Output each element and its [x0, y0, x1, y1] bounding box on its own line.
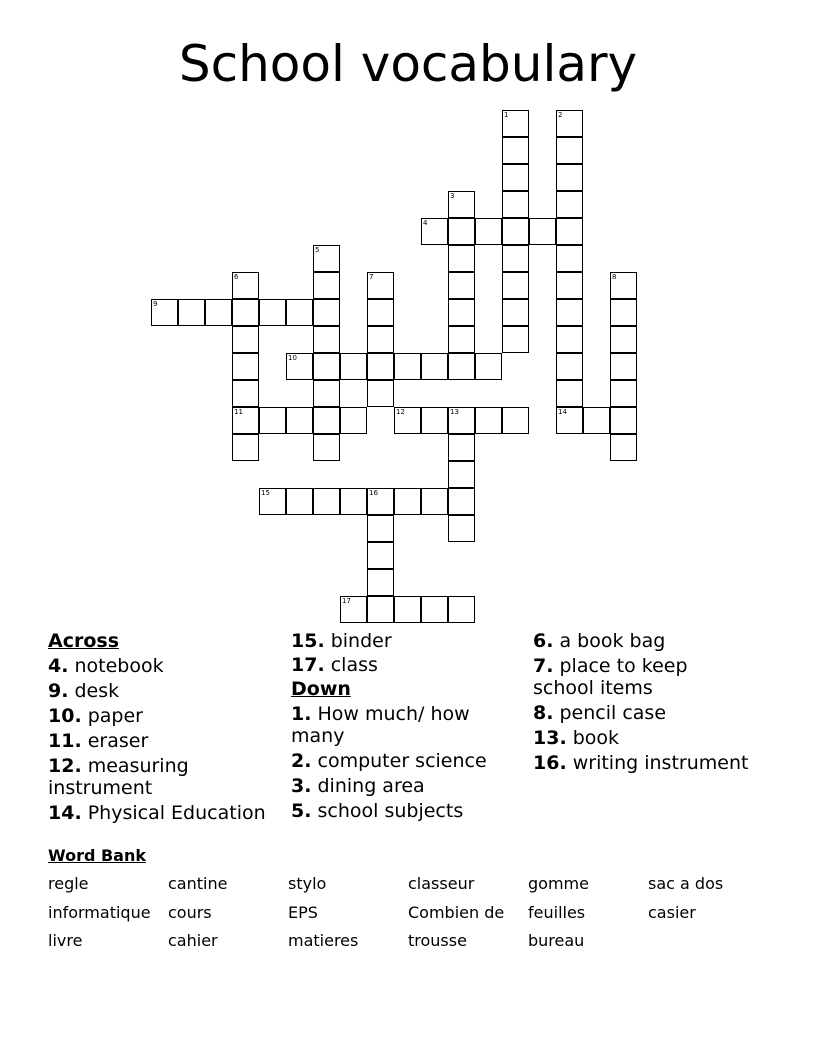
clue-item: 14. Physical Education — [48, 802, 266, 824]
crossword-cell[interactable] — [448, 353, 475, 380]
crossword-cell[interactable] — [313, 434, 340, 461]
cell-number: 14 — [558, 408, 567, 416]
crossword-cell[interactable] — [394, 407, 421, 434]
crossword-cell[interactable] — [232, 407, 259, 434]
crossword-cell[interactable] — [367, 299, 394, 326]
clue-item: 16. writing instrument — [533, 752, 749, 774]
crossword-cell[interactable] — [421, 218, 448, 245]
word-bank-item: Combien de — [408, 903, 505, 922]
word-bank-title: Word Bank — [48, 846, 147, 865]
crossword-cell[interactable] — [286, 488, 313, 515]
crossword-cell[interactable] — [286, 299, 313, 326]
crossword-cell[interactable] — [610, 407, 637, 434]
crossword-cell[interactable] — [367, 326, 394, 353]
crossword-cell[interactable] — [313, 380, 340, 407]
crossword-cell[interactable] — [556, 110, 583, 137]
crossword-cell[interactable] — [502, 245, 529, 272]
crossword-cell[interactable] — [610, 380, 637, 407]
word-bank-item: sac a dos — [648, 874, 724, 893]
page-title: School vocabulary — [178, 35, 638, 93]
clue-item: 17. class — [291, 654, 378, 676]
cell-number: 3 — [450, 192, 455, 200]
crossword-cell[interactable] — [502, 326, 529, 353]
crossword-cell[interactable] — [556, 380, 583, 407]
crossword-cell[interactable] — [259, 299, 286, 326]
crossword-cell[interactable] — [367, 488, 394, 515]
crossword-cell[interactable] — [502, 272, 529, 299]
word-bank-item: trousse — [408, 931, 467, 950]
crossword-cell[interactable] — [475, 218, 502, 245]
crossword-cell[interactable] — [448, 407, 475, 434]
cell-number: 15 — [261, 489, 270, 497]
crossword-cell[interactable] — [394, 353, 421, 380]
crossword-cell[interactable] — [367, 542, 394, 569]
crossword-cell[interactable] — [313, 353, 340, 380]
crossword-cell[interactable] — [502, 299, 529, 326]
clue-item: 2. computer science — [291, 750, 487, 772]
crossword-cell[interactable] — [232, 326, 259, 353]
crossword-cell[interactable] — [556, 407, 583, 434]
cell-number: 6 — [234, 273, 239, 281]
word-bank-item: stylo — [288, 874, 327, 893]
clue-item: 15. binder — [291, 630, 392, 652]
crossword-cell[interactable] — [367, 272, 394, 299]
cell-number: 1 — [504, 111, 509, 119]
crossword-cell[interactable] — [610, 326, 637, 353]
crossword-cell[interactable] — [232, 434, 259, 461]
clue-column-3 — [533, 628, 773, 774]
crossword-cell[interactable] — [232, 353, 259, 380]
cell-number: 16 — [369, 489, 378, 497]
crossword-cell[interactable] — [610, 353, 637, 380]
word-bank-item: feuilles — [528, 903, 586, 922]
crossword-cell[interactable] — [556, 137, 583, 164]
cell-number: 10 — [288, 354, 297, 362]
crossword-cell[interactable] — [232, 299, 259, 326]
crossword-cell[interactable] — [448, 596, 475, 623]
crossword-cell[interactable] — [367, 596, 394, 623]
crossword-cell[interactable] — [367, 569, 394, 596]
crossword-cell[interactable] — [286, 353, 313, 380]
crossword-cell[interactable] — [313, 299, 340, 326]
crossword-cell[interactable] — [556, 164, 583, 191]
crossword-cell[interactable] — [232, 272, 259, 299]
clue-item: 13. book — [533, 727, 620, 749]
crossword-cell[interactable] — [556, 353, 583, 380]
crossword-cell[interactable] — [502, 137, 529, 164]
crossword-cell[interactable] — [610, 272, 637, 299]
crossword-cell[interactable] — [529, 218, 556, 245]
word-bank-item: casier — [648, 903, 696, 922]
clue-item: 5. school subjects — [291, 800, 464, 822]
crossword-cell[interactable] — [340, 353, 367, 380]
crossword-cell[interactable] — [475, 407, 502, 434]
cell-number: 8 — [612, 273, 617, 281]
crossword-cell[interactable] — [421, 596, 448, 623]
cell-number: 17 — [342, 597, 351, 605]
word-bank-item: cantine — [168, 874, 228, 893]
word-bank-item: cahier — [168, 931, 218, 950]
crossword-cell[interactable] — [583, 407, 610, 434]
crossword-cell[interactable] — [610, 434, 637, 461]
crossword-cell[interactable] — [421, 407, 448, 434]
crossword-cell[interactable] — [340, 488, 367, 515]
crossword-cell[interactable] — [313, 326, 340, 353]
word-bank-item: livre — [48, 931, 83, 950]
crossword-cell[interactable] — [178, 299, 205, 326]
crossword-cell[interactable] — [556, 191, 583, 218]
crossword-cell[interactable] — [448, 461, 475, 488]
clue-item: 6. a book bag — [533, 630, 666, 652]
crossword-cell[interactable] — [367, 353, 394, 380]
clue-column-2 — [291, 628, 536, 822]
clue-item: 8. pencil case — [533, 702, 667, 724]
down-heading: Down — [291, 678, 351, 700]
word-bank-item: classeur — [408, 874, 475, 893]
crossword-cell[interactable] — [367, 515, 394, 542]
crossword-cell[interactable] — [502, 110, 529, 137]
crossword-cell[interactable] — [556, 326, 583, 353]
crossword-cell[interactable] — [151, 299, 178, 326]
crossword-cell[interactable] — [394, 596, 421, 623]
crossword-cell[interactable] — [448, 272, 475, 299]
crossword-cell[interactable] — [556, 245, 583, 272]
crossword-cell[interactable] — [259, 488, 286, 515]
cell-number: 9 — [153, 300, 158, 308]
clue-item: 9. desk — [48, 680, 120, 702]
word-bank-item: cours — [168, 903, 212, 922]
crossword-cell[interactable] — [394, 488, 421, 515]
crossword-cell[interactable] — [340, 596, 367, 623]
crossword-cell[interactable] — [313, 245, 340, 272]
crossword-cell[interactable] — [610, 299, 637, 326]
word-bank-item: EPS — [288, 903, 318, 922]
clue-item: 12. measuring instrument — [48, 755, 189, 799]
crossword-cell[interactable] — [556, 272, 583, 299]
crossword-cell[interactable] — [367, 380, 394, 407]
clue-item: 10. paper — [48, 705, 143, 727]
cell-number: 5 — [315, 246, 320, 254]
word-bank-item: bureau — [528, 931, 585, 950]
crossword-cell[interactable] — [448, 515, 475, 542]
crossword-cell[interactable] — [313, 488, 340, 515]
crossword-cell[interactable] — [205, 299, 232, 326]
crossword-cell[interactable] — [313, 407, 340, 434]
clue-item: 11. eraser — [48, 730, 149, 752]
crossword-cell[interactable] — [286, 407, 313, 434]
crossword-cell[interactable] — [421, 353, 448, 380]
crossword-cell[interactable] — [232, 380, 259, 407]
crossword-cell[interactable] — [448, 434, 475, 461]
cell-number: 4 — [423, 219, 428, 227]
cell-number: 13 — [450, 408, 459, 416]
word-bank-item: gomme — [528, 874, 589, 893]
word-bank-item: regle — [48, 874, 89, 893]
crossword-cell[interactable] — [502, 164, 529, 191]
clue-item: 4. notebook — [48, 655, 164, 677]
crossword-cell[interactable] — [502, 407, 529, 434]
crossword-cell[interactable] — [448, 218, 475, 245]
cell-number: 7 — [369, 273, 374, 281]
word-bank-item: informatique — [48, 903, 151, 922]
crossword-cell[interactable] — [448, 191, 475, 218]
crossword-cell[interactable] — [502, 191, 529, 218]
crossword-cell[interactable] — [556, 218, 583, 245]
crossword-cell[interactable] — [340, 407, 367, 434]
crossword-cell[interactable] — [448, 488, 475, 515]
word-bank-item: matieres — [288, 931, 359, 950]
crossword-cell[interactable] — [475, 353, 502, 380]
clue-item: 7. place to keep school items — [533, 655, 688, 699]
cell-number: 11 — [234, 408, 243, 416]
crossword-cell[interactable] — [421, 488, 448, 515]
crossword-cell[interactable] — [448, 326, 475, 353]
crossword-cell[interactable] — [556, 299, 583, 326]
clue-item: 1. How much/ how many — [291, 703, 470, 747]
crossword-cell[interactable] — [448, 299, 475, 326]
crossword-cell[interactable] — [259, 407, 286, 434]
crossword-cell[interactable] — [313, 272, 340, 299]
clue-column-1 — [48, 628, 293, 824]
cell-number: 12 — [396, 408, 405, 416]
crossword-cell[interactable] — [502, 218, 529, 245]
crossword-cell[interactable] — [448, 245, 475, 272]
across-heading: Across — [48, 630, 120, 652]
cell-number: 2 — [558, 111, 563, 119]
clue-item: 3. dining area — [291, 775, 425, 797]
